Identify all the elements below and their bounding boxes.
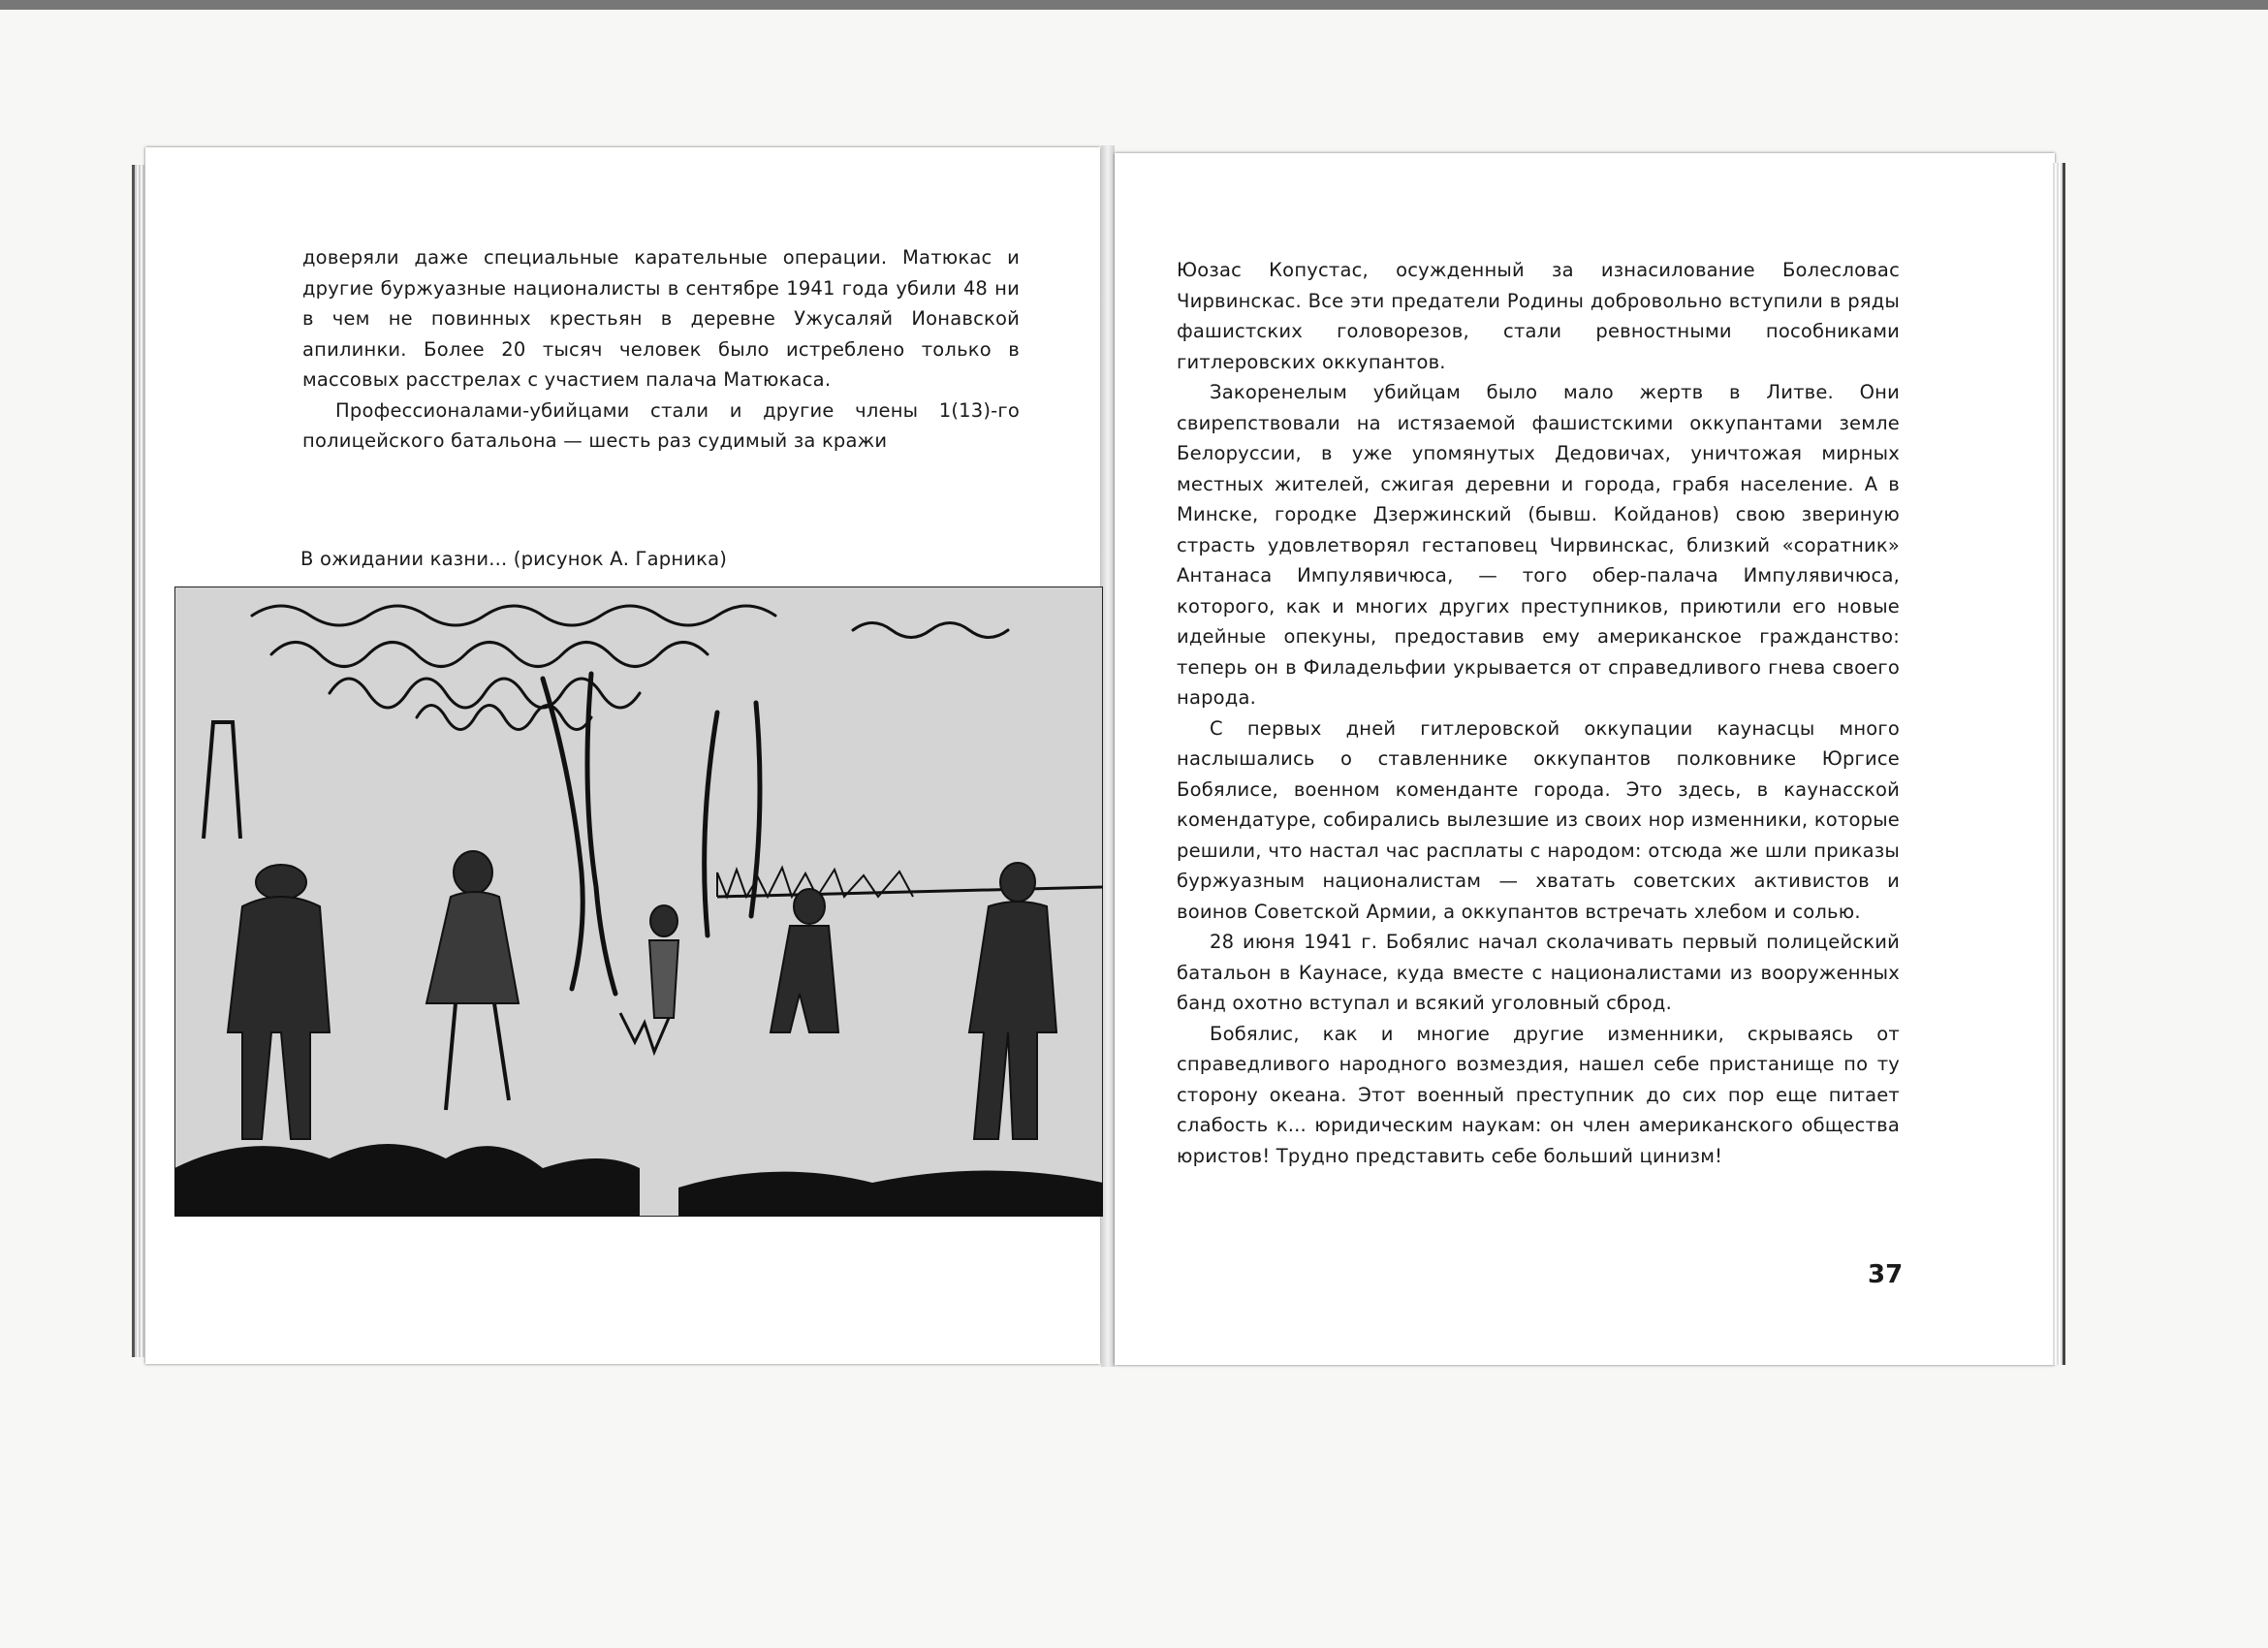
left-paragraph-1: доверяли даже специальные карательные операции. Матюкас и другие буржуазные националисты в сентябре 1941 года убили 48 ни в чем не повинных крестьян в деревне Ужусаляй Ионавской апилинки. Более 20 тысяч человек было истреблено только в массовых расстрелах с участием палача Матюкаса.: [302, 246, 1020, 391]
right-paragraph-2: Закоренелым убийцам было мало жертв в Литве. Они свирепствовали на истязаемой фашистскими оккупантами земле Белоруссии, в уже упомянутых Дедовичах, уничтожая мирных местных жителей, сжигая деревни и города, грабя население. А в Минске, городке Дзержинский (бывш. Койданов) свою звериную страсть удовлетворял гестаповец Чирвинскас, близкий «соратник» Антанаса Импулявичюса, — того обер-палача Импулявичюса, которого, как и многих других преступников, приютили его новые идейные опекуны, предоставив ему американское гражданство: теперь он в Филадельфии укрывается от справедливого гнева своего народа.: [1177, 381, 1900, 709]
right-page-edge: [2053, 163, 2065, 1365]
right-page-text: [1177, 255, 1900, 1171]
right-paragraph-3: С первых дней гитлеровской оккупации каунасцы много наслышались о ставленнике оккупантов полковнике Юргисе Бобялисе, военном коменданте города. Это здесь, в каунасской комендатуре, собирались вылезшие из своих нор изменники, которые решили, что настал час расплаты с народом: отсюда же шли приказы буржуазным националистам — хватать советских активистов и воинов Советской Армии, а оккупантов встречать хлебом и солью.: [1177, 716, 1900, 923]
left-page-text: [302, 242, 1020, 457]
illustration-caption: В ожидании казни... (рисунок А. Гарника): [300, 548, 728, 570]
book-spine: [1101, 145, 1115, 1367]
right-paragraph-4: 28 июня 1941 г. Бобялис начал сколачивать первый полицейский батальон в Каунасе, куда вместе с националистами из вооруженных банд охотно вступал и всякий уголовный сброд.: [1177, 931, 1900, 1014]
page-number: 37: [1868, 1260, 1904, 1289]
scan-top-border: [0, 0, 2268, 10]
right-paragraph-5: Бобялис, как и многие другие изменники, скрываясь от справедливого народного возмездия, нашел себе пристанище по ту сторону океана. Этот военный преступник до сих пор еще питает слабость к... юридическим наукам: он член американского общества юристов! Трудно представить себе больший цинизм!: [1177, 1022, 1900, 1167]
right-paragraph-1: Юозас Копустас, осужденный за изнасилование Болесловас Чирвинскас. Все эти предатели Родины добровольно вступили в ряды фашистских головорезов, стали ревностными пособниками гитлеровских оккупантов.: [1177, 259, 1900, 373]
left-paragraph-2: Профессионалами-убийцами стали и другие члены 1(13)-го полицейского батальона — шесть раз судимый за кражи: [302, 398, 1020, 452]
execution-sketch-illustration: [174, 586, 1103, 1217]
